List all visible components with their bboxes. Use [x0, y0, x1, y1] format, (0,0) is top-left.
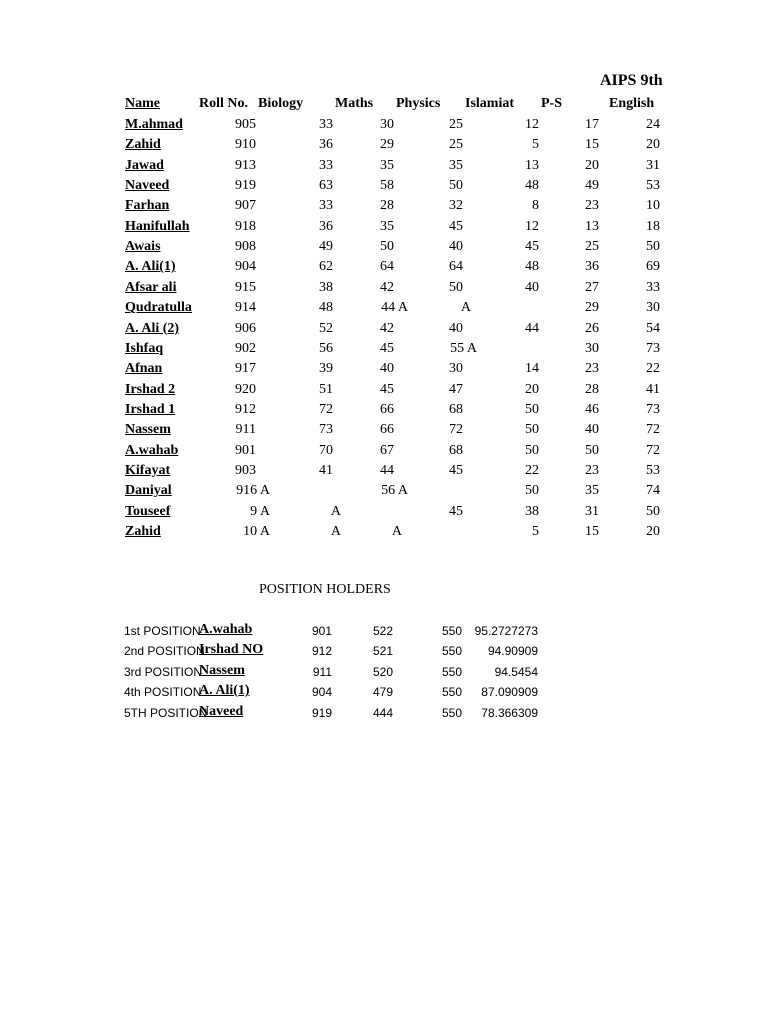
- cell-biology: 62: [319, 259, 333, 275]
- cell-roll: 914: [235, 300, 256, 316]
- cell-biology: 63: [319, 178, 333, 194]
- cell-english: 20: [646, 137, 660, 153]
- table-row: [0, 321, 768, 341]
- cell-biology: 72: [319, 401, 333, 417]
- cell-physics: 45: [449, 462, 463, 478]
- cell-ps: 31: [585, 503, 599, 519]
- cell-biology: 41: [319, 462, 333, 478]
- cell-islamiat: 50: [525, 442, 539, 458]
- cell-physics: 35: [449, 157, 463, 173]
- cell-maths: 28: [380, 198, 394, 214]
- cell-maths: 35: [380, 218, 394, 234]
- cell-roll: 910: [235, 137, 256, 153]
- cell-english: 22: [646, 361, 660, 377]
- cell-physics: 30: [449, 361, 463, 377]
- cell-physics: 72: [449, 422, 463, 438]
- cell-islamiat: 48: [525, 259, 539, 275]
- cell-maths: 35: [380, 157, 394, 173]
- cell-roll: 917: [235, 361, 256, 377]
- cell-name: Irshad 1: [125, 401, 176, 417]
- cell-english: 53: [646, 462, 660, 478]
- cell-roll: 916 A: [236, 483, 270, 499]
- cell-maths: 45: [380, 340, 394, 356]
- cell-roll: 902: [235, 340, 256, 356]
- cell-english: 20: [646, 524, 660, 539]
- table-row: [0, 402, 768, 422]
- cell-ps: 20: [585, 157, 599, 173]
- cell-english: 54: [646, 320, 660, 336]
- cell-name: Hanifullah: [125, 218, 190, 234]
- position-percent: 94.5454: [494, 664, 538, 679]
- cell-english: 24: [646, 117, 660, 132]
- cell-maths: 58: [380, 178, 394, 194]
- cell-islamiat: 20: [525, 381, 539, 397]
- cell-roll: 913: [235, 157, 256, 173]
- cell-name: Irshad 2: [125, 381, 176, 397]
- table-row: [0, 443, 768, 463]
- cell-physics: 45: [449, 218, 463, 234]
- cell-physics: 25: [449, 137, 463, 153]
- cell-roll: 919: [235, 178, 256, 194]
- cell-english: 18: [646, 218, 660, 234]
- cell-islamiat: 22: [525, 462, 539, 478]
- table-row: [0, 280, 768, 300]
- cell-maths: 40: [380, 361, 394, 377]
- cell-roll: 918: [235, 218, 256, 234]
- cell-english: 73: [646, 340, 660, 356]
- position-roll: 901: [311, 624, 332, 638]
- cell-islamiat: 44: [525, 320, 539, 336]
- cell-maths: 64: [380, 259, 394, 275]
- cell-roll: 905: [235, 117, 256, 132]
- position-row: [0, 663, 768, 683]
- cell-english: 31: [646, 157, 660, 173]
- header-islamiat: Islamiat: [465, 96, 514, 111]
- cell-maths: 44 A: [381, 300, 408, 316]
- cell-ps: 46: [585, 401, 599, 417]
- table-row: [0, 239, 768, 259]
- cell-ps: 30: [585, 340, 599, 356]
- position-name: Naveed: [199, 703, 244, 719]
- cell-biology: 52: [319, 320, 333, 336]
- cell-islamiat: 50: [525, 401, 539, 417]
- cell-roll: 906: [235, 320, 256, 336]
- position-holders-title: POSITION HOLDERS: [259, 582, 391, 597]
- cell-physics: 45: [449, 503, 463, 519]
- cell-biology: 39: [319, 361, 333, 377]
- cell-roll: 9 A: [250, 503, 270, 519]
- cell-english: 41: [646, 381, 660, 397]
- cell-ps: 17: [585, 117, 599, 132]
- position-total: 550: [441, 705, 462, 720]
- position-name: Nassem: [199, 662, 245, 678]
- cell-maths: 30: [380, 117, 394, 132]
- cell-ps: 23: [585, 198, 599, 214]
- position-obtained: 444: [372, 705, 393, 720]
- cell-islamiat: 5: [532, 137, 539, 153]
- cell-islamiat: 12: [525, 117, 539, 132]
- cell-maths: 50: [380, 239, 394, 255]
- header-ps: P-S: [541, 96, 562, 111]
- cell-name: Afsar ali: [125, 279, 177, 295]
- position-label: 3rd POSITION: [124, 664, 203, 679]
- cell-english: 50: [646, 503, 660, 519]
- cell-name: Zahid: [125, 137, 161, 153]
- cell-ps: 28: [585, 381, 599, 397]
- cell-islamiat: 13: [525, 157, 539, 173]
- table-row: [0, 300, 768, 320]
- cell-biology: 38: [319, 279, 333, 295]
- cell-maths: 44: [380, 462, 394, 478]
- cell-physics: 68: [449, 401, 463, 417]
- cell-ps: 50: [585, 442, 599, 458]
- position-row: [0, 683, 768, 703]
- cell-islamiat: 50: [525, 483, 539, 499]
- position-obtained: 479: [372, 685, 393, 700]
- position-total: 550: [441, 624, 462, 638]
- table-row: [0, 422, 768, 442]
- cell-islamiat: 45: [525, 239, 539, 255]
- cell-islamiat: 14: [525, 361, 539, 377]
- cell-name: Touseef: [125, 503, 171, 519]
- cell-ps: 35: [585, 483, 599, 499]
- cell-ps: 49: [585, 178, 599, 194]
- table-row: [0, 117, 768, 137]
- header-physics: Physics: [396, 96, 441, 111]
- cell-physics: 64: [449, 259, 463, 275]
- cell-islamiat: 38: [525, 503, 539, 519]
- cell-islamiat: 5: [532, 524, 539, 539]
- header-biology: Biology: [258, 96, 304, 111]
- position-label: 5TH POSITION: [124, 705, 208, 720]
- cell-roll: 10 A: [243, 524, 270, 539]
- cell-name: Farhan: [125, 198, 170, 214]
- cell-name: Naveed: [125, 178, 170, 194]
- table-row: [0, 158, 768, 178]
- position-total: 550: [441, 644, 462, 659]
- table-row: [0, 382, 768, 402]
- position-obtained: 520: [372, 664, 393, 679]
- cell-ps: 15: [585, 137, 599, 153]
- position-name: A. Ali(1): [199, 683, 250, 699]
- table-row: [0, 483, 768, 503]
- cell-ps: 26: [585, 320, 599, 336]
- cell-english: 50: [646, 239, 660, 255]
- cell-islamiat: 40: [525, 279, 539, 295]
- cell-physics: 32: [449, 198, 463, 214]
- cell-physics: 40: [449, 320, 463, 336]
- cell-roll: 915: [235, 279, 256, 295]
- cell-islamiat: 50: [525, 422, 539, 438]
- cell-english: 74: [646, 483, 660, 499]
- cell-name: Awais: [125, 239, 161, 255]
- cell-islamiat: 48: [525, 178, 539, 194]
- cell-biology: 36: [319, 218, 333, 234]
- cell-physics: 50: [449, 178, 463, 194]
- cell-ps: 25: [585, 239, 599, 255]
- cell-english: 30: [646, 300, 660, 316]
- cell-ps: 36: [585, 259, 599, 275]
- position-name: Irshad NO: [199, 642, 264, 658]
- cell-roll: 920: [235, 381, 256, 397]
- position-roll: 912: [311, 644, 332, 659]
- cell-ps: 29: [585, 300, 599, 316]
- cell-name: Zahid: [125, 524, 161, 539]
- cell-roll: 907: [235, 198, 256, 214]
- cell-name: Ishfaq: [125, 340, 164, 356]
- cell-physics: 40: [449, 239, 463, 255]
- cell-english: 72: [646, 422, 660, 438]
- cell-physics: 68: [449, 442, 463, 458]
- cell-roll: 903: [235, 462, 256, 478]
- cell-maths: 67: [380, 442, 394, 458]
- cell-ps: 23: [585, 361, 599, 377]
- cell-biology: 56: [319, 340, 333, 356]
- position-row: [0, 622, 768, 642]
- position-row: [0, 642, 768, 662]
- cell-physics: A: [460, 300, 471, 316]
- cell-biology: 73: [319, 422, 333, 438]
- cell-biology: 49: [319, 239, 333, 255]
- position-roll: 911: [312, 664, 332, 679]
- cell-maths: A: [391, 524, 402, 539]
- cell-english: 72: [646, 442, 660, 458]
- cell-biology: A: [330, 503, 341, 519]
- position-label: 4th POSITION: [124, 685, 202, 700]
- position-percent: 95.2727273: [474, 624, 538, 638]
- cell-maths: 66: [380, 401, 394, 417]
- cell-name: Daniyal: [125, 483, 172, 499]
- position-percent: 94.90909: [487, 644, 538, 659]
- table-row: [0, 361, 768, 381]
- header-roll: Roll No.: [199, 96, 248, 111]
- cell-biology: 33: [319, 117, 333, 132]
- cell-name: A.wahab: [125, 442, 179, 458]
- cell-name: Kifayat: [125, 462, 171, 478]
- cell-physics: 25: [449, 117, 463, 132]
- cell-english: 33: [646, 279, 660, 295]
- cell-ps: 15: [585, 524, 599, 539]
- cell-ps: 27: [585, 279, 599, 295]
- position-total: 550: [441, 685, 462, 700]
- table-row: [0, 524, 768, 544]
- table-row: [0, 259, 768, 279]
- position-total: 550: [441, 664, 462, 679]
- cell-roll: 904: [235, 259, 256, 275]
- cell-physics: 47: [449, 381, 463, 397]
- table-row: [0, 178, 768, 198]
- position-label: 2nd POSITION: [124, 644, 205, 659]
- cell-islamiat: 8: [532, 198, 539, 214]
- table-row: [0, 463, 768, 483]
- sheet-title: AIPS 9th: [600, 72, 663, 89]
- table-row: [0, 219, 768, 239]
- cell-english: 10: [646, 198, 660, 214]
- cell-biology: 48: [319, 300, 333, 316]
- cell-english: 73: [646, 401, 660, 417]
- cell-name: Afnan: [125, 361, 163, 377]
- position-row: [0, 704, 768, 724]
- position-percent: 78.366309: [481, 705, 538, 720]
- table-row: [0, 137, 768, 157]
- header-maths: Maths: [335, 96, 374, 111]
- cell-maths: 45: [380, 381, 394, 397]
- cell-ps: 40: [585, 422, 599, 438]
- cell-biology: 33: [319, 157, 333, 173]
- table-row: [0, 341, 768, 361]
- cell-roll: 911: [235, 422, 256, 438]
- cell-maths: 42: [380, 279, 394, 295]
- cell-roll: 908: [235, 239, 256, 255]
- cell-name: Qudratulla: [125, 300, 192, 316]
- cell-maths: 42: [380, 320, 394, 336]
- table-row: [0, 198, 768, 218]
- cell-biology: 70: [319, 442, 333, 458]
- cell-maths: 66: [380, 422, 394, 438]
- cell-biology: 51: [319, 381, 333, 397]
- position-roll: 919: [311, 705, 332, 720]
- cell-english: 53: [646, 178, 660, 194]
- cell-name: A. Ali(1): [125, 259, 176, 275]
- cell-biology: 33: [319, 198, 333, 214]
- position-roll: 904: [311, 685, 332, 700]
- position-obtained: 521: [372, 644, 393, 659]
- cell-islamiat: 12: [525, 218, 539, 234]
- position-name: A.wahab: [199, 622, 253, 637]
- cell-maths: 29: [380, 137, 394, 153]
- header-english: English: [609, 96, 655, 111]
- cell-roll: 901: [235, 442, 256, 458]
- header-name: Name: [125, 96, 160, 111]
- cell-name: A. Ali (2): [125, 320, 180, 336]
- cell-name: Nassem: [125, 422, 171, 438]
- cell-roll: 912: [235, 401, 256, 417]
- cell-physics: 50: [449, 279, 463, 295]
- cell-name: Jawad: [125, 157, 164, 173]
- position-percent: 87.090909: [481, 685, 538, 700]
- cell-maths: 56 A: [381, 483, 408, 499]
- position-obtained: 522: [372, 624, 393, 638]
- cell-name: M.ahmad: [125, 117, 183, 132]
- cell-english: 69: [646, 259, 660, 275]
- cell-physics: 55 A: [450, 340, 477, 356]
- cell-biology: A: [330, 524, 341, 539]
- cell-ps: 23: [585, 462, 599, 478]
- cell-ps: 13: [585, 218, 599, 234]
- position-label: 1st POSITION: [124, 624, 201, 638]
- table-row: [0, 504, 768, 524]
- cell-biology: 36: [319, 137, 333, 153]
